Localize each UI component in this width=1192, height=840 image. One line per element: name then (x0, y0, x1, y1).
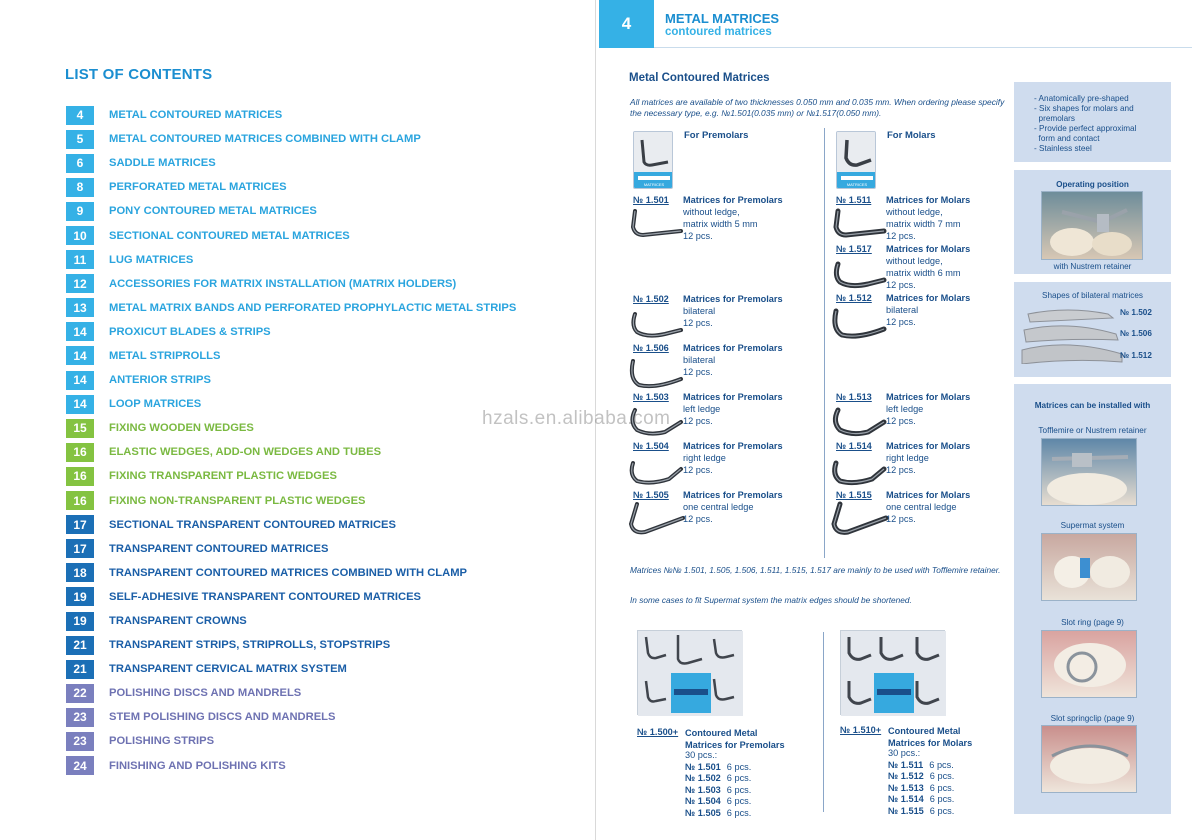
kit-part-row (888, 771, 954, 782)
molar-kit-photo (840, 630, 945, 715)
toc-page-number: 16 (66, 443, 94, 462)
toc-label: METAL CONTOURED MATRICES (109, 109, 283, 122)
toc-row[interactable] (66, 681, 586, 705)
molar-item-details (886, 403, 923, 427)
kit-part-qty: 6 pcs. (726, 807, 752, 818)
shape-label-1502: № 1.502 (1120, 308, 1152, 317)
kit-part-code: № 1.503 (685, 784, 721, 795)
molar-item-code: № 1.514 (836, 441, 872, 451)
feature-line: - Anatomically pre-shaped (1034, 94, 1129, 103)
kit-part-row (685, 796, 751, 807)
chapter-rule (654, 47, 1192, 48)
molar-item-details (886, 501, 957, 525)
toc-label: ANTERIOR STRIPS (109, 374, 211, 387)
premolar-item-title: Matrices for Premolars (683, 343, 783, 353)
toc-label: ACCESSORIES FOR MATRIX INSTALLATION (MATRIX HOLDERS) (109, 277, 457, 290)
features-list (1034, 94, 1161, 154)
kit-part-code: № 1.504 (685, 796, 721, 807)
molar-item-code: № 1.515 (836, 490, 872, 500)
toc-page-number: 12 (66, 274, 94, 293)
toc-page-number: 14 (66, 346, 94, 365)
molar-item-detail-line: 12 pcs. (886, 465, 916, 475)
toc-list (66, 103, 586, 778)
toc-label: PONY CONTOURED METAL MATRICES (109, 205, 317, 218)
molar-item-details (886, 304, 918, 328)
feature-line: premolars (1034, 114, 1075, 123)
molar-matrix-image (828, 303, 890, 341)
toc-label: SELF-ADHESIVE TRANSPARENT CONTOURED MATRICES (109, 590, 422, 603)
shapes-box (1014, 282, 1171, 377)
note-tofflemire: Matrices №№ 1.501, 1.505, 1.506, 1.511, 1.515, 1.517 are mainly to be used with Tofflemire retainer. (630, 565, 1001, 575)
toc-row[interactable] (66, 513, 586, 537)
molar-matrix-image (828, 402, 890, 440)
kit-title-line: Matrices for Premolars (685, 740, 785, 750)
toc-page-number: 4 (66, 106, 94, 125)
kit-count: 30 pcs.: (888, 748, 921, 758)
features-box (1014, 82, 1171, 162)
kit-title-line: Contoured Metal (888, 726, 961, 736)
toc-page-number: 9 (66, 202, 94, 221)
operating-photo (1041, 191, 1143, 260)
premolar-item-code: № 1.501 (633, 195, 669, 205)
premolar-item-title: Matrices for Premolars (683, 195, 783, 205)
toc-label: LOOP MATRICES (109, 398, 202, 411)
premolar-item-detail-line: matrix width 5 mm (683, 219, 758, 229)
molar-item-detail-line: 12 pcs. (886, 317, 916, 327)
toc-row[interactable] (66, 585, 586, 609)
shape-label-1512: № 1.512 (1120, 351, 1152, 360)
molar-item-details (886, 206, 961, 242)
kit-part-qty: 6 pcs. (726, 796, 752, 807)
toc-label: TRANSPARENT CONTOURED MATRICES COMBINED WITH CLAMP (109, 566, 467, 579)
install-tofflemire: Tofflemire or Nustrem retainer (1038, 426, 1147, 435)
molar-item-detail-line: 12 pcs. (886, 280, 916, 290)
toc-page-number: 14 (66, 395, 94, 414)
toc-row[interactable] (66, 657, 586, 681)
premolar-item-details (683, 501, 754, 525)
kit-title-line: Matrices for Molars (888, 738, 973, 748)
toc-row[interactable] (66, 151, 586, 175)
toc-label: POLISHING STRIPS (109, 735, 215, 748)
kit-part-row (685, 808, 751, 819)
kit-part-code: № 1.511 (888, 760, 924, 770)
toc-row[interactable] (66, 368, 586, 392)
premolar-item-title: Matrices for Premolars (683, 441, 783, 451)
molar-item-details (886, 452, 929, 476)
molar-item-code: № 1.511 (836, 195, 872, 205)
premolar-item-detail-line: left ledge (683, 404, 721, 414)
toc-page-number: 19 (66, 612, 94, 631)
toc-row[interactable] (66, 272, 586, 296)
molars-header: For Molars (887, 130, 936, 141)
kit-part-row (685, 762, 751, 773)
toc-row[interactable] (66, 103, 586, 127)
kit-part-row (685, 773, 751, 784)
install-supermat: Supermat system (1060, 521, 1125, 530)
kit-parts (685, 762, 751, 819)
premolar-item-detail-line: bilateral (683, 355, 716, 365)
toc-label: STEM POLISHING DISCS AND MANDRELS (109, 711, 336, 724)
kit-part-code: № 1.512 (888, 771, 924, 782)
kit-part-qty: 6 pcs. (929, 794, 955, 805)
toc-row[interactable] (66, 127, 586, 151)
premolar-item-details (683, 354, 715, 378)
premolar-item-detail-line: 12 pcs. (683, 367, 713, 377)
toc-row[interactable] (66, 320, 586, 344)
feature-line: - Provide perfect approximal (1034, 124, 1137, 133)
toc-page-number: 23 (66, 732, 94, 751)
premolar-item-code: № 1.503 (633, 392, 669, 402)
kit-part-qty: 6 pcs. (726, 773, 752, 784)
toc-page-number: 14 (66, 322, 94, 341)
toc-row[interactable] (66, 175, 586, 199)
toc-row[interactable] (66, 489, 586, 513)
kit-part-code: № 1.513 (888, 782, 924, 793)
toc-label: TRANSPARENT CERVICAL MATRIX SYSTEM (109, 663, 347, 676)
kit-part-row (888, 783, 954, 794)
kit-part-code: № 1.505 (685, 807, 721, 818)
toc-label: LUG MATRICES (109, 253, 194, 266)
premolar-item-detail-line: 12 pcs. (683, 231, 713, 241)
toc-row[interactable] (66, 633, 586, 657)
toc-page-number: 5 (66, 130, 94, 149)
premolar-matrix-image (625, 353, 687, 391)
kit-title-line: Contoured Metal (685, 728, 758, 738)
tofflemire-photo (1041, 438, 1137, 506)
premolar-item-title: Matrices for Premolars (683, 294, 783, 304)
premolar-item-code: № 1.506 (633, 343, 669, 353)
column-divider (824, 128, 825, 558)
kit-title (685, 727, 785, 751)
kit-part-row (888, 794, 954, 805)
kit-part-row (888, 760, 954, 771)
kit-title (888, 725, 972, 749)
toc-label: METAL STRIPROLLS (109, 349, 221, 362)
slot-ring-photo (1041, 630, 1137, 698)
premolar-pack-label: MATRICES (643, 182, 665, 187)
toc-label: FINISHING AND POLISHING KITS (109, 759, 286, 772)
molar-matrix-image (828, 500, 890, 538)
molar-item-title: Matrices for Molars (886, 441, 971, 451)
note-supermat: In some cases to fit Supermat system the matrix edges should be shortened. (630, 595, 912, 605)
molar-item-detail-line: one central ledge (886, 502, 957, 512)
premolar-item-code: № 1.502 (633, 294, 669, 304)
toc-page-number: 10 (66, 226, 94, 245)
toc-label: TRANSPARENT CROWNS (109, 615, 247, 628)
toc-row[interactable] (66, 296, 586, 320)
install-title: Matrices can be installed with (1034, 401, 1151, 410)
toc-label: FIXING TRANSPARENT PLASTIC WEDGES (109, 470, 337, 483)
kit-code: № 1.510+ (840, 725, 882, 735)
molar-item-title: Matrices for Molars (886, 244, 971, 254)
molar-item-detail-line: right ledge (886, 453, 929, 463)
kit-count: 30 pcs.: (685, 750, 718, 760)
toc-label: FIXING NON-TRANSPARENT PLASTIC WEDGES (109, 494, 366, 507)
kit-part-code: № 1.514 (888, 794, 924, 805)
molar-item-detail-line: matrix width 7 mm (886, 219, 961, 229)
molar-pack-label: MATRICES (846, 182, 868, 187)
kit-part-qty: 6 pcs. (929, 782, 955, 793)
molar-item-detail-line: 12 pcs. (886, 514, 916, 524)
molar-item-code: № 1.512 (836, 293, 872, 303)
toc-label: ELASTIC WEDGES, ADD-ON WEDGES AND TUBES (109, 446, 382, 459)
toc-title: LIST OF CONTENTS (65, 66, 213, 83)
kit-part-code: № 1.501 (685, 762, 721, 772)
premolar-item-code: № 1.504 (633, 441, 669, 451)
right-page (597, 0, 1192, 840)
toc-page-number: 21 (66, 636, 94, 655)
toc-page-number: 13 (66, 298, 94, 317)
toc-label: TRANSPARENT STRIPS, STRIPROLLS, STOPSTRIPS (109, 639, 391, 652)
toc-page-number: 18 (66, 563, 94, 582)
supermat-photo (1041, 533, 1137, 601)
toc-label: FIXING WOODEN WEDGES (109, 422, 254, 435)
toc-page-number: 8 (66, 178, 94, 197)
molar-item-detail-line: left ledge (886, 404, 924, 414)
toc-page-number: 23 (66, 708, 94, 727)
molar-item-detail-line: 12 pcs. (886, 416, 916, 426)
premolar-matrix-image (625, 500, 687, 538)
premolar-item-detail-line: 12 pcs. (683, 318, 713, 328)
premolar-item-detail-line: right ledge (683, 453, 726, 463)
toc-page-number: 6 (66, 154, 94, 173)
kit-part-qty: 6 pcs. (726, 762, 752, 772)
premolar-item-detail-line: 12 pcs. (683, 416, 713, 426)
toc-label: PERFORATED METAL MATRICES (109, 181, 287, 194)
toc-row[interactable] (66, 464, 586, 488)
kit-part-qty: 6 pcs. (929, 771, 955, 782)
toc-page-number: 21 (66, 660, 94, 679)
operating-title: Operating position (1056, 180, 1129, 189)
premolar-item-code: № 1.505 (633, 490, 669, 500)
toc-row[interactable] (66, 729, 586, 753)
chapter-title: METAL MATRICES (665, 11, 780, 26)
molar-item-code: № 1.517 (836, 244, 872, 254)
watermark: hzals.en.alibaba.com (482, 408, 671, 429)
toc-label: POLISHING DISCS AND MANDRELS (109, 687, 302, 700)
kit-part-qty: 6 pcs. (929, 805, 955, 816)
toc-page-number: 16 (66, 491, 94, 510)
premolar-item-title: Matrices for Premolars (683, 392, 783, 402)
kit-divider (823, 632, 824, 812)
molar-matrix-image (828, 451, 890, 489)
kit-part-row (685, 785, 751, 796)
premolar-item-details (683, 206, 758, 242)
kit-part-qty: 6 pcs. (726, 784, 752, 795)
molar-item-title: Matrices for Molars (886, 490, 971, 500)
premolar-item-detail-line: one central ledge (683, 502, 754, 512)
toc-label: SADDLE MATRICES (109, 157, 216, 170)
toc-row[interactable] (66, 248, 586, 272)
premolar-item-details (683, 403, 720, 427)
install-box (1014, 384, 1171, 814)
premolar-matrix-image (625, 205, 687, 243)
toc-page-number: 16 (66, 467, 94, 486)
molar-item-detail-line: without ledge, (886, 256, 943, 266)
toc-label: TRANSPARENT CONTOURED MATRICES (109, 542, 329, 555)
feature-line: - Stainless steel (1034, 144, 1092, 153)
toc-row[interactable] (66, 537, 586, 561)
kit-part-code: № 1.515 (888, 805, 924, 816)
toc-page-number: 11 (66, 250, 94, 269)
toc-row[interactable] (66, 344, 586, 368)
molar-matrix-image (828, 205, 890, 243)
premolar-matrix-image (625, 304, 687, 342)
premolar-item-detail-line: without ledge, (683, 207, 740, 217)
chapter-subtitle: contoured matrices (665, 26, 772, 38)
kit-part-qty: 6 pcs. (929, 760, 954, 770)
premolar-item-title: Matrices for Premolars (683, 490, 783, 500)
premolar-item-detail-line: bilateral (683, 306, 716, 316)
molar-item-title: Matrices for Molars (886, 195, 971, 205)
toc-label: METAL MATRIX BANDS AND PERFORATED PROPHYLACTIC METAL STRIPS (109, 301, 517, 314)
kit-part-row (888, 806, 954, 817)
shape-label-1506: № 1.506 (1120, 329, 1152, 338)
section-title: Metal Contoured Matrices (629, 72, 770, 84)
premolar-item-details (683, 452, 726, 476)
feature-line: form and contact (1034, 134, 1100, 143)
toc-row[interactable] (66, 440, 586, 464)
toc-page-number: 15 (66, 419, 94, 438)
toc-page-number: 17 (66, 539, 94, 558)
premolar-item-details (683, 305, 715, 329)
kit-parts (888, 760, 954, 817)
chapter-number-badge: 4 (599, 0, 654, 48)
premolar-matrix-image (625, 451, 687, 489)
install-slot-springclip: Slot springclip (page 9) (1050, 714, 1135, 723)
toc-label: SECTIONAL CONTOURED METAL MATRICES (109, 229, 350, 242)
premolars-header: For Premolars (684, 130, 749, 141)
operating-caption: with Nustrem retainer (1053, 262, 1132, 271)
premolar-pack-image (633, 131, 673, 189)
toc-row[interactable] (66, 199, 586, 223)
install-slot-ring: Slot ring (page 9) (1061, 618, 1124, 627)
toc-page-number: 14 (66, 371, 94, 390)
premolar-item-detail-line: 12 pcs. (683, 514, 713, 524)
toc-label: SECTIONAL TRANSPARENT CONTOURED MATRICES (109, 518, 396, 531)
toc-row[interactable] (66, 561, 586, 585)
feature-line: - Six shapes for molars and (1034, 104, 1134, 113)
toc-page-number: 19 (66, 587, 94, 606)
kit-code: № 1.500+ (637, 727, 679, 737)
premolar-item-detail-line: 12 pcs. (683, 465, 713, 475)
molar-item-detail-line: 12 pcs. (886, 231, 916, 241)
molar-item-title: Matrices for Molars (886, 392, 971, 402)
operating-box (1014, 170, 1171, 274)
molar-item-detail-line: bilateral (886, 305, 919, 315)
toc-page-number: 17 (66, 515, 94, 534)
toc-page-number: 22 (66, 684, 94, 703)
molar-pack-image (836, 131, 876, 189)
shapes-title: Shapes of bilateral matrices (1041, 291, 1144, 300)
molar-matrix-image (828, 254, 890, 292)
toc-label: PROXICUT BLADES & STRIPS (109, 325, 271, 338)
toc-page-number: 24 (66, 756, 94, 775)
toc-row[interactable] (66, 223, 586, 247)
slot-springclip-photo (1041, 725, 1137, 793)
intro-note: All matrices are available of two thicknesses 0.050 mm and 0.035 mm. When ordering please specify the necessary type, e.g. №1.501(0.035 mm) or №1.517(0.050 mm). (630, 97, 1005, 118)
molar-item-details (886, 255, 961, 291)
kit-part-code: № 1.502 (685, 773, 721, 784)
toc-label: METAL CONTOURED MATRICES COMBINED WITH CLAMP (109, 133, 421, 146)
molar-item-detail-line: without ledge, (886, 207, 943, 217)
molar-item-detail-line: matrix width 6 mm (886, 268, 961, 278)
premolar-kit-photo (637, 630, 742, 715)
molar-item-title: Matrices for Molars (886, 293, 971, 303)
toc-row[interactable] (66, 609, 586, 633)
molar-item-code: № 1.513 (836, 392, 872, 402)
toc-row[interactable] (66, 705, 586, 729)
toc-row[interactable] (66, 754, 586, 778)
